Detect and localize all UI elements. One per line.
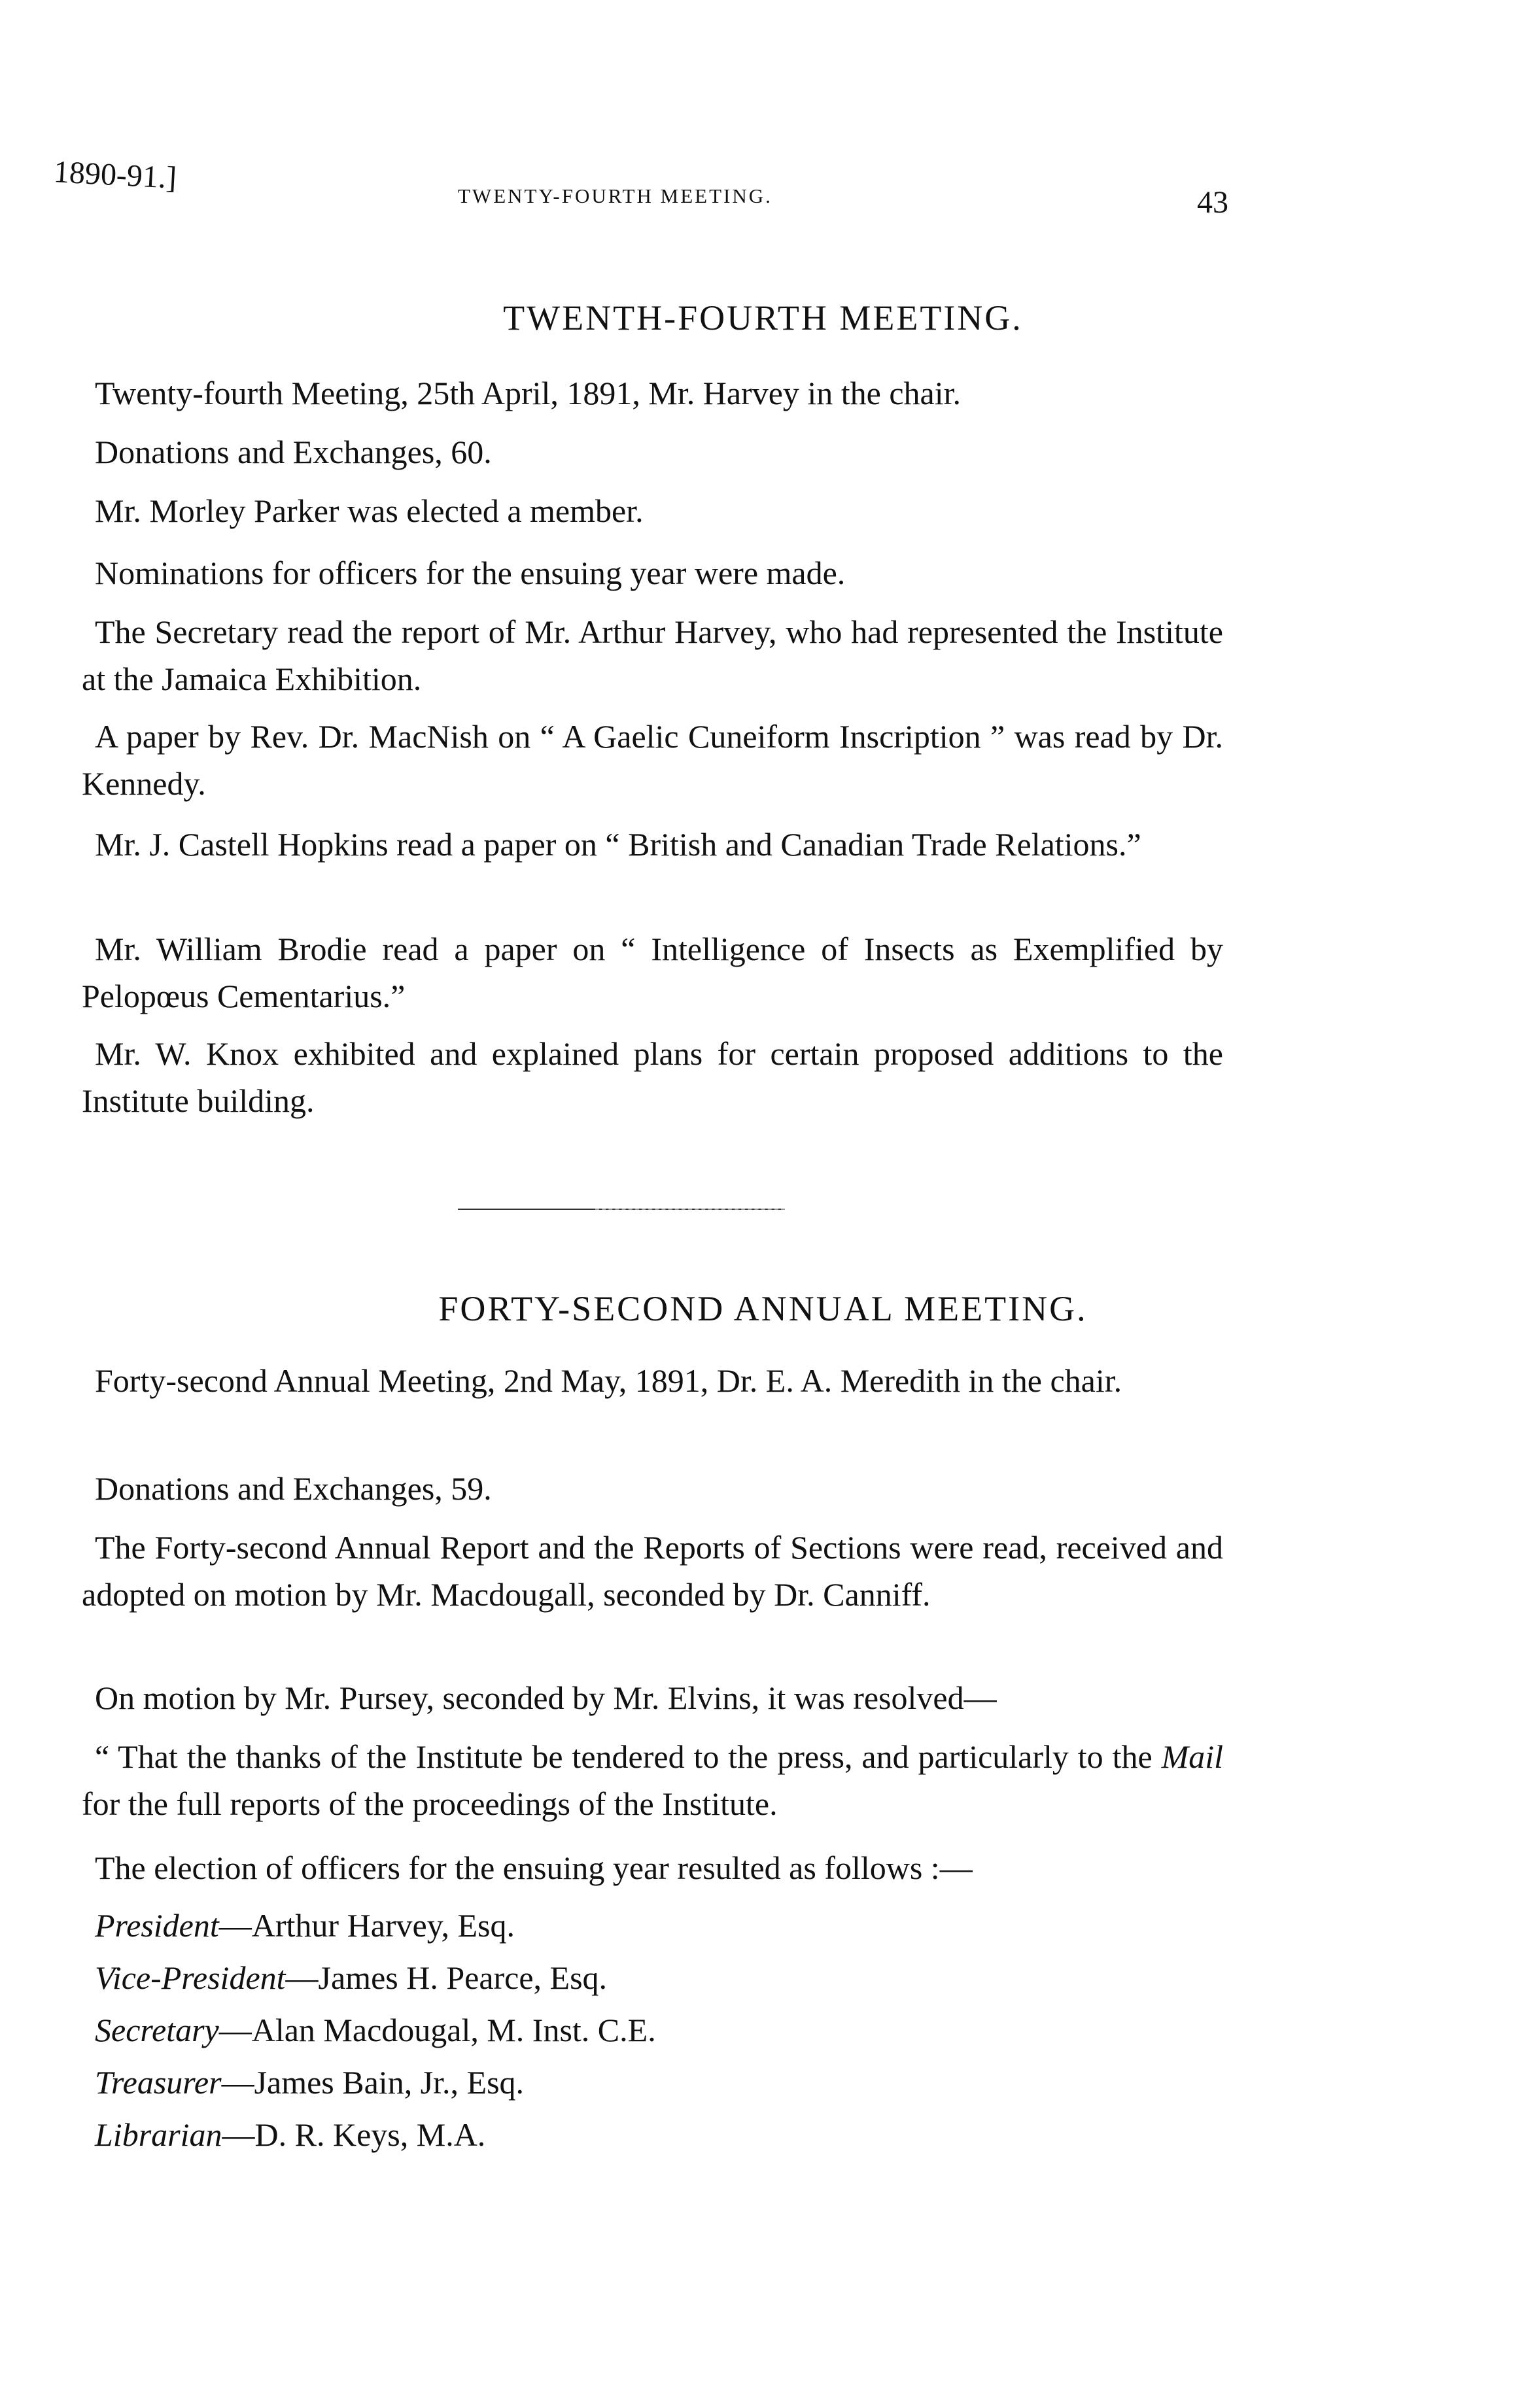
officer-name: —Arthur Harvey, Esq.	[218, 1907, 515, 1944]
running-header-title: TWENTY-FOURTH MEETING.	[458, 184, 772, 207]
paragraph: The Forty-second Annual Report and the Reports of Sections were read, received and adopted on motion by Mr. Macdougall, seconded by Dr. Canniff.	[82, 1529, 1223, 1613]
officer-name: —D. R. Keys, M.A.	[222, 2116, 486, 2153]
officer-role: Secretary	[95, 2012, 219, 2048]
officer-entry	[95, 2063, 524, 2101]
section-divider	[458, 1209, 785, 1210]
paragraph: Nominations for officers for the ensuing year were made.	[95, 555, 846, 591]
paragraph: On motion by Mr. Pursey, seconded by Mr. Elvins, it was resolved—	[95, 1679, 997, 1716]
paragraph: Donations and Exchanges, 59.	[95, 1470, 492, 1507]
paragraph: Donations and Exchanges, 60.	[95, 434, 492, 470]
paragraph: Mr. Morley Parker was elected a member.	[95, 492, 644, 529]
officer-role: President	[95, 1907, 219, 1944]
resolution-text-start: “ That the thanks of the Institute be tendered to the press, and particularly to the	[95, 1738, 1162, 1775]
officer-entry	[95, 2116, 485, 2154]
paragraph: Twenty-fourth Meeting, 25th April, 1891, Mr. Harvey in the chair.	[95, 375, 962, 411]
officer-name: —James Bain, Jr., Esq.	[221, 2064, 525, 2101]
resolution-paragraph	[82, 1733, 1223, 1827]
paragraph: The Secretary read the report of Mr. Arthur Harvey, who had represented the Institute at the Jamaica Exhibition.	[82, 613, 1223, 697]
paragraph: Mr. William Brodie read a paper on “ Intelligence of Insects as Exemplified by Pelopœus Cementarius.”	[82, 931, 1223, 1014]
running-header-year: 1890-91.]	[52, 154, 178, 196]
resolution-text-end: for the full reports of the proceedings of the Institute.	[82, 1785, 778, 1822]
paragraph: Forty-second Annual Meeting, 2nd May, 1891, Dr. E. A. Meredith in the chair.	[95, 1362, 1122, 1399]
officer-entry	[95, 1959, 607, 1997]
officer-role: Vice-President	[95, 1959, 286, 1996]
officer-name: —Alan Macdougal, M. Inst. C.E.	[218, 2012, 656, 2048]
officer-name: —James H. Pearce, Esq.	[285, 1959, 608, 1996]
resolution-newspaper-name: Mail	[1161, 1738, 1223, 1775]
officer-role: Treasurer	[95, 2064, 222, 2101]
section-heading-twenty-fourth-meeting: TWENTH-FOURTH MEETING.	[503, 298, 1023, 337]
officer-entry	[95, 2011, 656, 2049]
paragraph: A paper by Rev. Dr. MacNish on “ A Gaelic Cuneiform Inscription ” was read by Dr. Kennedy.	[82, 718, 1223, 802]
paragraph: The election of officers for the ensuing year resulted as follows :—	[95, 1849, 973, 1886]
paragraph: Mr. W. Knox exhibited and explained plans for certain proposed additions to the Institute building.	[82, 1035, 1223, 1119]
section-heading-forty-second-annual-meeting: FORTY-SECOND ANNUAL MEETING.	[438, 1289, 1088, 1328]
page-number: 43	[1197, 185, 1228, 220]
paragraph: Mr. J. Castell Hopkins read a paper on “ British and Canadian Trade Relations.”	[95, 826, 1141, 863]
officer-role: Librarian	[95, 2116, 222, 2153]
officer-entry	[95, 1906, 515, 1944]
